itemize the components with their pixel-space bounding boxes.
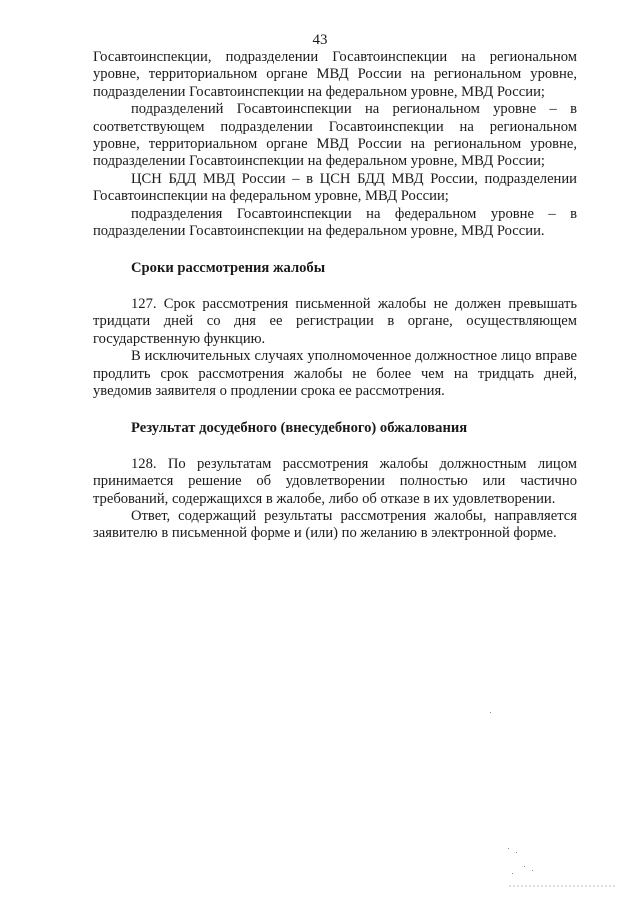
- paragraph-128: 128. По результатам рассмотрения жалобы должностным лицом принимается решение об удовлетворении полностью или частично требований, содержащихся в жалобе, либо об отказе в их удовлетворении.: [93, 455, 577, 507]
- page-number: 43: [312, 32, 328, 48]
- section-heading-review-terms: Сроки рассмотрения жалобы: [131, 260, 326, 277]
- spacer: [93, 400, 577, 420]
- section-heading-appeal-result: Результат досудебного (внесудебного) обжалования: [131, 420, 468, 437]
- document-body: [93, 49, 577, 543]
- paragraph-regional-subdivisions: подразделений Госавтоинспекции на региональном уровне – в соответствующем подразделении Госавтоинспекции на региональном уровне, территориальном органе МВД России на региональном уровне, подразделении Госавтоинспекции на федеральном уровне, МВД России;: [93, 101, 577, 170]
- paragraph-extension: В исключительных случаях уполномоченное должностное лицо вправе продлить срок рассмотрения жалобы не более чем на тридцать дней, уведомив заявителя о продлении срока ее рассмотрения.: [93, 348, 577, 399]
- spacer: [93, 438, 577, 456]
- paragraph-csn-bdd: ЦСН БДД МВД России – в ЦСН БДД МВД России, подразделении Госавтоинспекции на федеральном уровне, МВД России;: [93, 170, 577, 205]
- paragraph-continuation: Госавтоинспекции, подразделении Госавтоинспекции на региональном уровне, территориальном органе МВД России на региональном уровне, подразделении Госавтоинспекции на федеральном уровне, МВД России;: [93, 49, 577, 100]
- paragraph-federal-subdivisions: подразделения Госавтоинспекции на федеральном уровне – в подразделении Госавтоинспекции на федеральном уровне, МВД России.: [93, 205, 577, 240]
- spacer: [93, 278, 577, 296]
- scan-noise-line: [508, 885, 616, 887]
- paragraph-127: 127. Срок рассмотрения письменной жалобы не должен превышать тридцати дней со дня ее регистрации в органе, осуществляющем государственную функцию.: [93, 295, 577, 347]
- spacer: [93, 240, 577, 260]
- paragraph-response: Ответ, содержащий результаты рассмотрения жалобы, направляется заявителю в письменной форме и (или) по желанию в электронной форме.: [93, 507, 577, 542]
